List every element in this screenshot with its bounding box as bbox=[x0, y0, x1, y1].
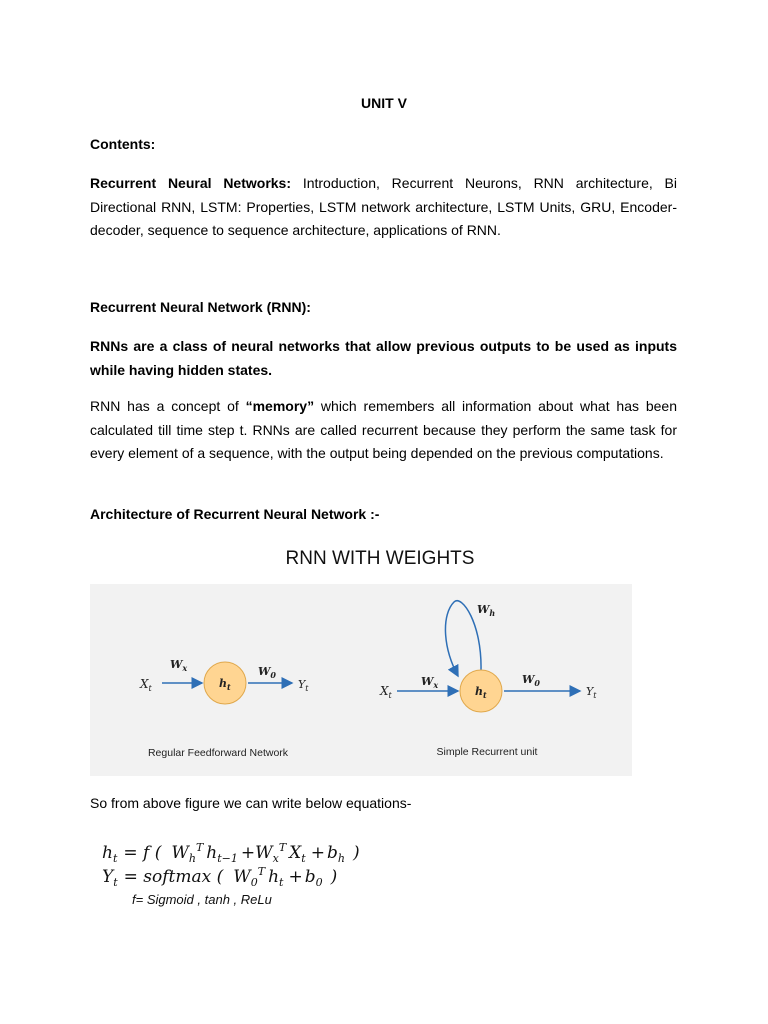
unit-title: UNIT V bbox=[361, 95, 407, 111]
equations-block bbox=[100, 838, 420, 912]
memory-emphasis: “memory” bbox=[245, 398, 315, 414]
contents-heading: Contents: bbox=[90, 136, 156, 152]
memory-paragraph bbox=[90, 395, 677, 466]
contents-text: Introduction, Recurrent Neurons, RNN architecture, Bi Directional RNN, LSTM: Properties, LSTM network architecture, LSTM Units, GRU, Encoder-decoder, sequence to sequence architecture, applications of RNN. bbox=[90, 175, 677, 238]
contents-lead: Recurrent Neural Networks: bbox=[90, 175, 292, 191]
rnn-node-label: $h_t$ bbox=[475, 685, 487, 700]
contents-paragraph bbox=[90, 172, 677, 243]
ff-node-label: $h_t$ bbox=[219, 677, 231, 692]
ff-caption: Regular Feedforward Network bbox=[147, 747, 289, 759]
memory-before: RNN has a concept of bbox=[90, 398, 246, 414]
ff-input-label: $X_t$ bbox=[140, 677, 152, 693]
equations-svg bbox=[100, 838, 420, 912]
ff-input-weight-label: $W_x$ bbox=[170, 658, 188, 673]
equations-intro: So from above figure we can write below equations- bbox=[90, 795, 412, 811]
rnn-input-weight-label: $W_x$ bbox=[421, 675, 439, 690]
rnn-output-weight-label: $W_0$ bbox=[522, 673, 540, 688]
rnn-caption: Simple Recurrent unit bbox=[436, 746, 538, 758]
equation-hidden-state: $h_t = f$ ( $W_h^T$ $h_{t-1} +W_x^T$ $X_t + b_h$ ) bbox=[102, 841, 360, 865]
rnn-loop-weight-label: $W_h$ bbox=[477, 603, 496, 618]
ff-output-weight-label: $W_0$ bbox=[258, 665, 276, 680]
rnn-definition: RNNs are a class of neural networks that allow previous outputs to be used as inputs while having hidden states. bbox=[90, 338, 677, 378]
rnn-output-label: $Y_t$ bbox=[586, 685, 597, 700]
ff-output-label: $Y_t$ bbox=[298, 678, 309, 693]
rnn-heading: Recurrent Neural Network (RNN): bbox=[90, 299, 311, 315]
rnn-diagram bbox=[90, 534, 632, 776]
memory-after: which remembers all information about what has been calculated till time step t. RNNs are called recurrent because they perform the same task for every element of a sequence, with the output being depended on the previous computations. bbox=[90, 398, 677, 461]
figure-title: RNN WITH WEIGHTS bbox=[285, 548, 475, 569]
rnn-figure bbox=[90, 534, 632, 776]
architecture-heading: Architecture of Recurrent Neural Network :- bbox=[90, 506, 380, 522]
rnn-input-label: $X_t$ bbox=[380, 684, 392, 700]
activation-note: f= Sigmoid , tanh , ReLu bbox=[132, 892, 272, 907]
equation-output: $Y_t$ = softmax ( $W_0^T$ $h_t + b_0$ ) bbox=[102, 865, 338, 889]
